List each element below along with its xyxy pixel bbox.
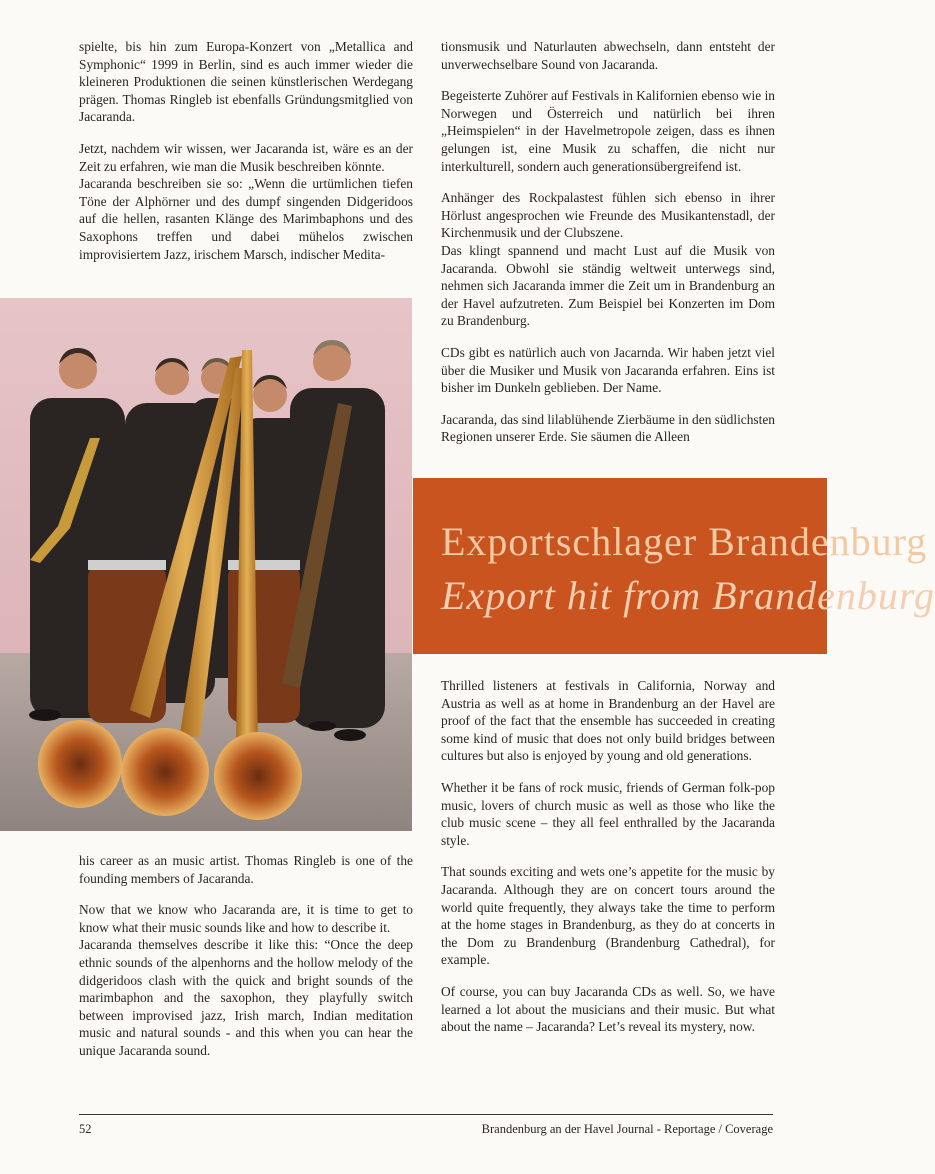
english-column-right	[441, 677, 775, 1050]
banner-title-german: Exportschlager Brandenburg	[441, 519, 928, 564]
german-column-left	[79, 38, 413, 277]
paragraph: his career as an music artist. Thomas Ringleb is one of the founding members of Jacaranda.	[79, 853, 413, 886]
footer-divider	[79, 1114, 773, 1115]
paragraph: Thrilled listeners at festivals in California, Norway and Austria as well as at home in Brandenburg an der Havel are proof of the fact that the ensemble has succeeded in creating some kind of music that does not only build bridges between cultures but also is enjoyed by young and old generations.	[441, 678, 775, 764]
paragraph: Jacaranda themselves describe it like this: “Once the deep ethnic sounds of the alpenhorns and the hollow melody of the didgeridoos clash with the quick and bright sounds of the marimbaphon and the saxophon, they playfully switch between improvised jazz, Irish march, Indian meditation music and natural sounds - and this when you can hear the unique Jacaranda sound.	[79, 937, 413, 1058]
title-banner	[413, 478, 935, 654]
paragraph: Begeisterte Zuhörer auf Festivals in Kalifornien ebenso wie in Norwegen und Österreich und natürlich bei ihren „Heimspielen“ in der Havelmetropole zeigen, dass es ihnen gelungen ist, eine Musik zu schaffen, die nicht nur interkulturell, sondern auch generationsübergreifend ist.	[441, 88, 775, 174]
publication-title: Brandenburg an der Havel Journal - Reportage / Coverage	[481, 1122, 773, 1136]
paragraph: Jetzt, nachdem wir wissen, wer Jacaranda ist, wäre es an der Zeit zu erfahren, wie man die Musik beschreiben könnte.	[79, 140, 413, 174]
paragraph: Jacaranda beschreiben sie so: „Wenn die urtümlichen tiefen Töne der Alphörner und des dumpf singenden Didgeridoos auf die hellen, rasanten Klänge des Marimbaphons und des Saxophons treffen und dabei mühelos zwischen improvisiertem Jazz, irischem Marsch, indischer Medita-	[79, 176, 413, 262]
paragraph: Jacaranda, das sind lilablühende Zierbäume in den südlichsten Regionen unserer Erde. Sie säumen die Alleen	[441, 411, 775, 445]
paragraph: spielte, bis hin zum Europa-Konzert von „Metallica and Symphonic“ 1999 in Berlin, sind es auch immer wieder die kleineren Produktionen die seinen künstlerischen Werdegang prägen. Thomas Ringleb ist ebenfalls Gründungsmitglied von Jacaranda.	[79, 39, 413, 125]
english-column-left	[79, 852, 413, 1074]
banner-title-english: Export hit from Brandenburg	[441, 573, 935, 618]
paragraph: tionsmusik und Naturlauten abwechseln, dann entsteht der unverwechselbare Sound von Jacaranda.	[441, 39, 775, 72]
paragraph: Whether it be fans of rock music, friends of German folk-pop music, lovers of church music as well as those who like the club music scene – they all feel enthralled by the Jacaranda style.	[441, 779, 775, 848]
paragraph: Anhänger des Rockpalastest fühlen sich ebenso in ihrer Hörlust angesprochen wie Freunde des Musikantenstadl, der Kirchenmusik und der Clubszene.	[441, 190, 775, 241]
german-column-right	[441, 38, 775, 460]
paragraph: CDs gibt es natürlich auch von Jacarnda. Wir haben jetzt viel über die Musiker und Musik von Jacaranda erfahren. Eins ist bisher im Dunkeln geblieben. Der Name.	[441, 344, 775, 396]
band-photo	[0, 298, 412, 831]
page-number: 52	[79, 1122, 92, 1136]
paragraph: Now that we know who Jacaranda are, it is time to get to know what their music sounds like and how to describe it.	[79, 902, 413, 935]
paragraph: Of course, you can buy Jacaranda CDs as well. So, we have learned a lot about the musicians and their music. But what about the name – Jacaranda? Let’s reveal its mystery, now.	[441, 983, 775, 1035]
paragraph: That sounds exciting and wets one’s appetite for the music by Jacaranda. Although they are on concert tours around the world quite frequently, they always take the time to perform at the home stages in Brandenburg, as they do at concerts in the Dom zu Brandenburg (Brandenburg Cathedral), for example.	[441, 864, 775, 968]
paragraph: Das klingt spannend und macht Lust auf die Musik von Jacaranda. Obwohl sie ständig weltweit unterwegs sind, nehmen sich Jacaranda immer die Zeit um in Brandenburg an der Havel aufzutreten. Zum Beispiel bei Konzerten im Dom zu Brandenburg.	[441, 242, 775, 329]
